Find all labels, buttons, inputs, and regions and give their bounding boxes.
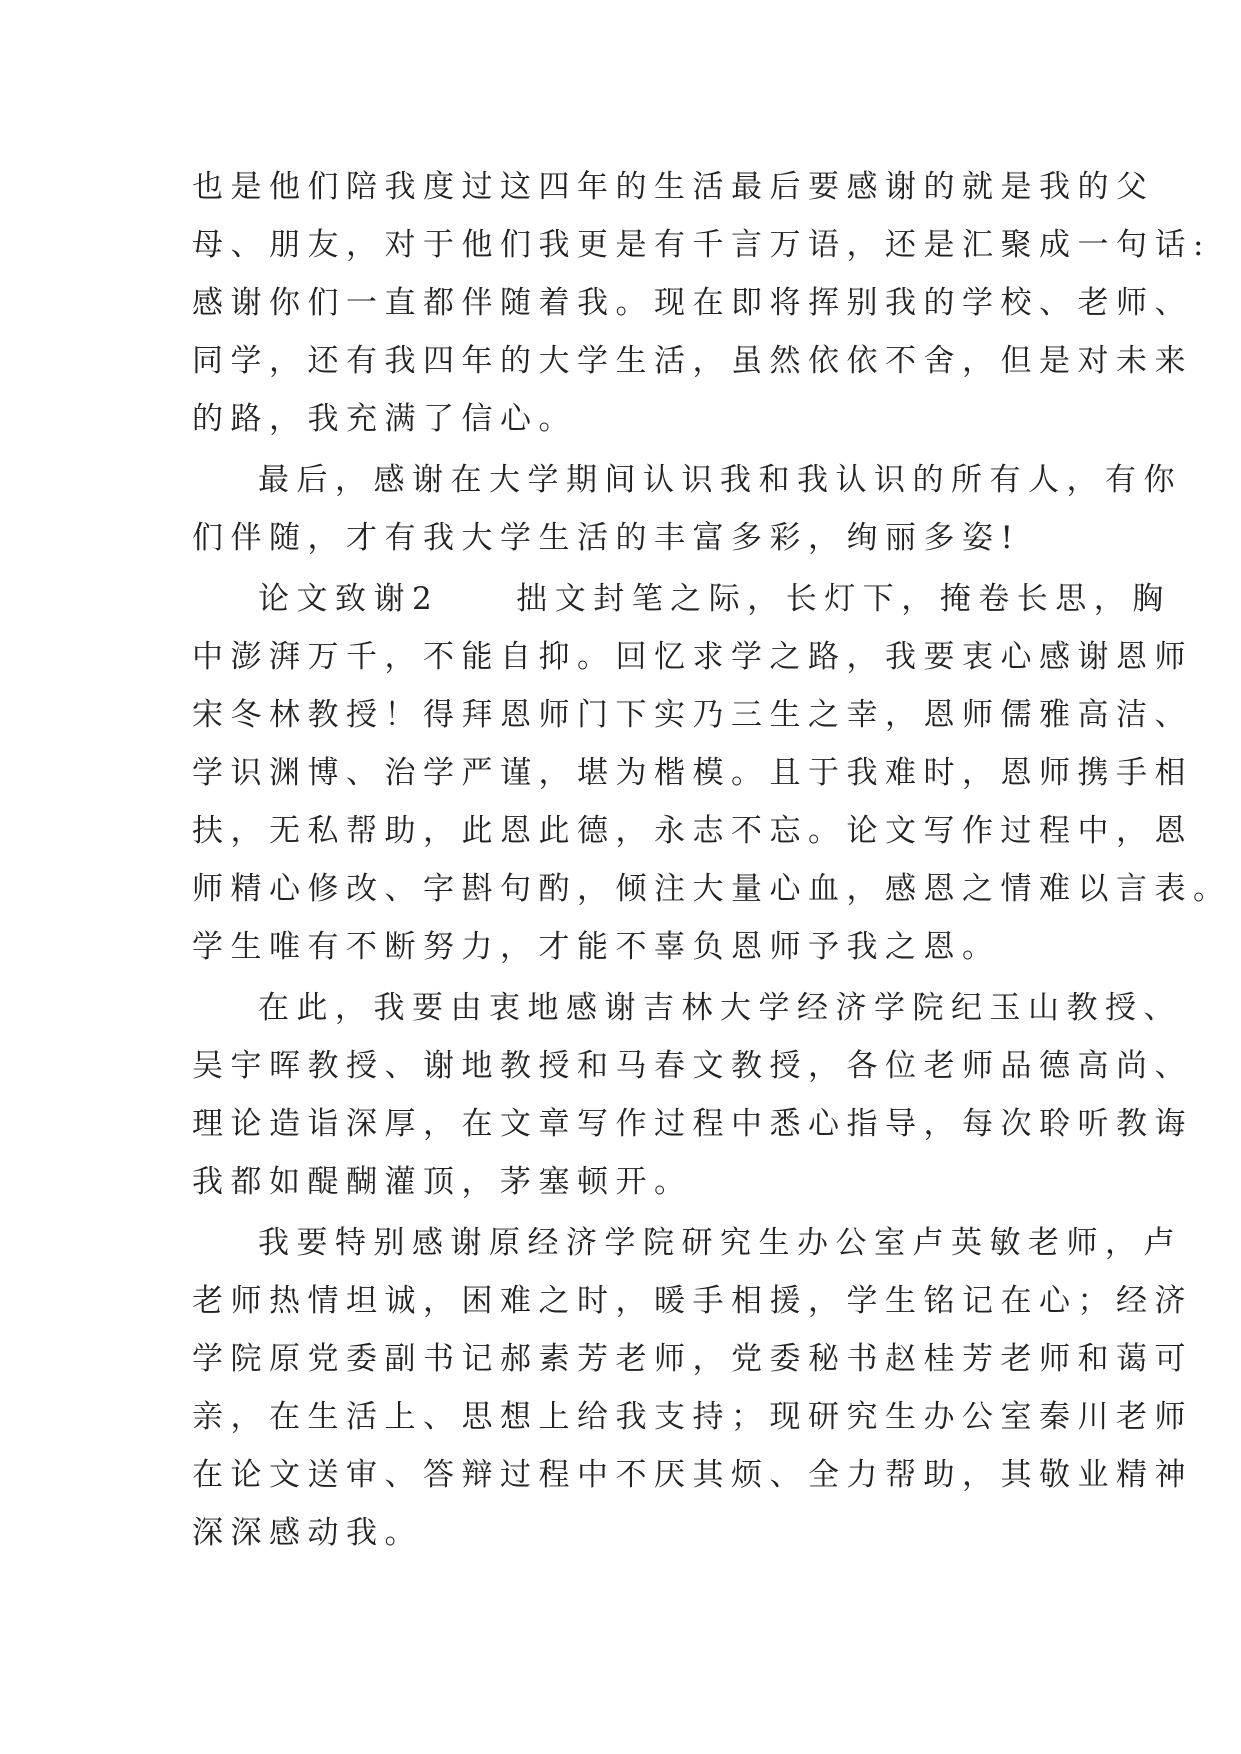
text-line: 的路，我充满了信心。 [192,401,577,437]
text-line: 学识渊博、治学严谨，堪为楷模。且于我难时，恩师携手相 [192,755,1193,791]
text-line: 感谢你们一直都伴随着我。现在即将挥别我的学校、老师、 [192,285,1193,321]
paragraph-start-line: 在此，我要由衷地感谢吉林大学经济学院纪玉山教授、 [258,990,1182,1026]
text-line: 同学，还有我四年的大学生活，虽然依依不舍，但是对未来 [192,343,1193,379]
text-line: 在论文送审、答辩过程中不厌其烦、全力帮助，其敬业精神 [192,1457,1193,1493]
text-line: 宋冬林教授！得拜恩师门下实乃三生之幸，恩师儒雅高洁、 [192,697,1193,733]
text-line: 学生唯有不断努力，才能不辜负恩师予我之恩。 [192,929,1001,965]
text-line: 深深感动我。 [192,1515,423,1551]
text-line: 师精心修改、字斟句酌，倾注大量心血，感恩之情难以言表。 [192,871,1232,907]
text-line: 扶，无私帮助，此恩此德，永志不忘。论文写作过程中，恩 [192,813,1193,849]
document-body [192,158,1232,1562]
text-line: 吴宇晖教授、谢地教授和马春文教授，各位老师品德高尚、 [192,1048,1193,1084]
text-line: 也是他们陪我度过这四年的生活最后要感谢的就是我的父 [192,169,1155,205]
text-line: 学院原党委副书记郝素芳老师，党委秘书赵桂芳老师和蔼可 [192,1341,1193,1377]
text-line: 老师热情坦诚，困难之时，暖手相援，学生铭记在心；经济 [192,1283,1193,1319]
text-line: 们伴随，才有我大学生活的丰富多彩，绚丽多姿! [192,520,1021,556]
text-line: 亲，在生活上、思想上给我支持；现研究生办公室秦川老师 [192,1399,1193,1435]
text-line: 母、朋友，对于他们我更是有千言万语，还是汇聚成一句话: [192,227,1211,263]
section-heading-line: 论文致谢2 拙文封笔之际，长灯下，掩卷长思，胸 [258,581,1171,617]
text-line: 我都如醍醐灌顶，茅塞顿开。 [192,1164,693,1200]
paragraph-start-line: 我要特别感谢原经济学院研究生办公室卢英敏老师，卢 [258,1225,1182,1261]
text-line: 理论造诣深厚，在文章写作过程中悉心指导，每次聆听教诲 [192,1106,1193,1142]
text-line: 中澎湃万千，不能自抑。回忆求学之路，我要衷心感谢恩师 [192,639,1193,675]
paragraph-start-line: 最后，感谢在大学期间认识我和我认识的所有人，有你 [258,462,1182,498]
